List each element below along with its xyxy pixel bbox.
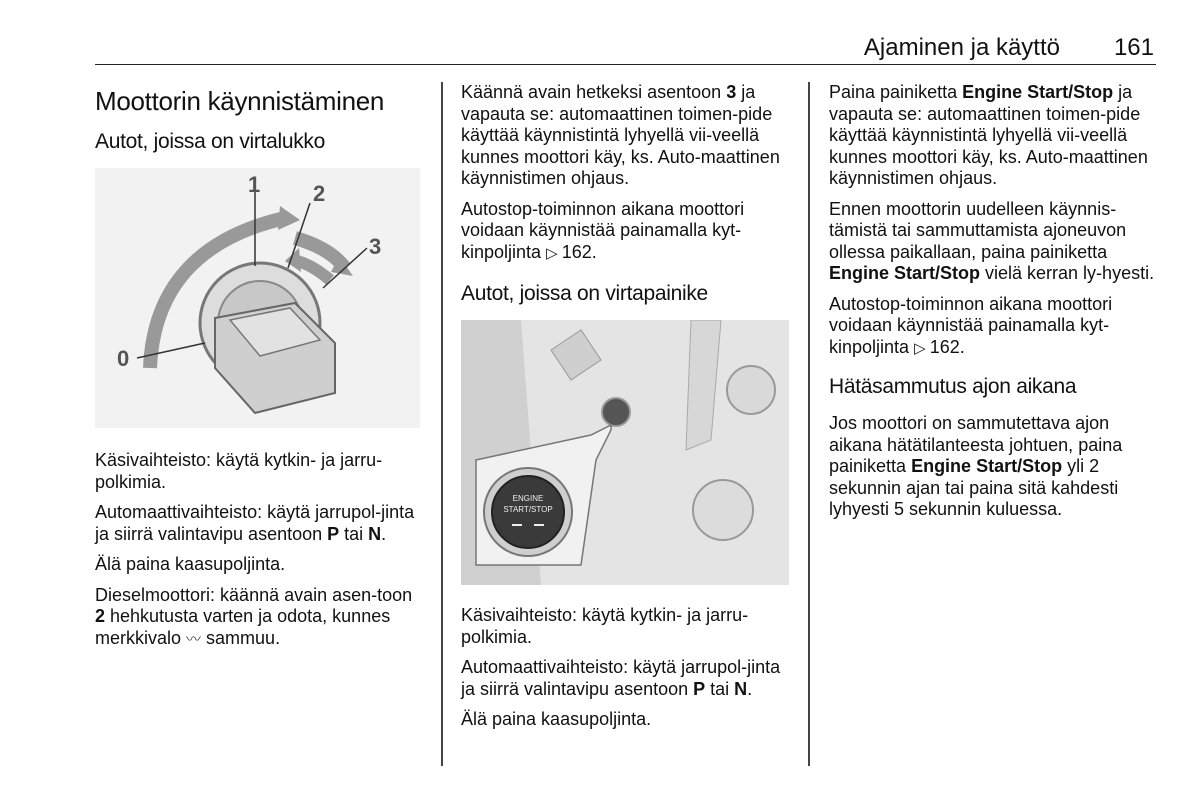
svg-text:START/STOP: START/STOP [503, 505, 553, 514]
subsection-heading: Autot, joissa on virtalukko [95, 130, 326, 153]
subsection-heading: Autot, joissa on virtapainike [461, 282, 708, 305]
paragraph: Ennen moottorin uudelleen käynnis-tämistä tai sammuttamista ajoneuvon ollessa paikallaan, paina painiketta Engine Start/Stop vielä kerran ly-hyesti. [829, 198, 1155, 283]
section-heading: Moottorin käynnistäminen [95, 86, 385, 116]
paragraph: Älä paina kaasupoljinta. [461, 709, 652, 729]
paragraph: Käsivaihteisto: käytä kytkin- ja jarru-polkimia. [461, 605, 749, 647]
paragraph: Paina painiketta Engine Start/Stop ja vapauta se: automaattinen toimen-pide käyttää käynnistintä lyhyellä vii-veellä kunnes moottori käy, ks. Auto-maattinen käynnistimen ohjaus. [829, 82, 1148, 188]
column-1 [95, 82, 420, 659]
page-reference-icon: ▷ [546, 244, 562, 262]
column-3 [829, 82, 1159, 530]
position-label-1: 1 [248, 172, 261, 197]
position-label-3: 3 [369, 234, 382, 259]
svg-text:ENGINE: ENGINE [512, 494, 544, 503]
paragraph: Älä paina kaasupoljinta. [95, 554, 286, 574]
paragraph: Autostop-toiminnon aikana moottori voidaan käynnistää painamalla kyt-kinpoljinta ▷ 162. [461, 198, 745, 262]
paragraph: Autostop-toiminnon aikana moottori voidaan käynnistää painamalla kyt-kinpoljinta ▷ 162. [829, 293, 1113, 357]
page-reference-icon: ▷ [914, 339, 930, 357]
page-number: 161 [1113, 34, 1154, 61]
start-stop-button-figure [461, 320, 789, 585]
position-label-0: 0 [117, 346, 130, 371]
paragraph: Dieselmoottori: käännä avain asen-toon 2 hehkutusta varten ja odota, kunnes merkkivalo 〰 sammuu. [95, 584, 413, 648]
paragraph: Automaattivaihteisto: käytä jarrupol-jinta ja siirrä valintavipu asentoon P tai N. [95, 502, 415, 544]
ignition-lock-figure [95, 168, 420, 428]
paragraph: Automaattivaihteisto: käytä jarrupol-jinta ja siirrä valintavipu asentoon P tai N. [461, 657, 781, 699]
section-title: Ajaminen ja käyttö [863, 34, 1060, 61]
column-divider [441, 82, 443, 766]
paragraph: Käsivaihteisto: käytä kytkin- ja jarru-polkimia. [95, 450, 383, 492]
column-divider [808, 82, 810, 766]
column-2 [461, 82, 791, 740]
glow-plug-icon: 〰 [186, 630, 202, 648]
paragraph: Käännä avain hetkeksi asentoon 3 ja vapauta se: automaattinen toimen-pide käyttää käynnistintä lyhyellä vii-veellä kunnes moottori käy, ks. Auto-maattinen käynnistimen ohjaus. [461, 82, 780, 188]
page-header [95, 32, 1156, 65]
paragraph: Jos moottori on sammutettava ajon aikana hätätilanteesta johtuen, paina painiketta Engine Start/Stop yli 2 sekunnin ajan tai paina sitä kahdesti lyhyesti 5 sekunnin kuluessa. [829, 413, 1123, 519]
position-label-2: 2 [313, 181, 326, 206]
subsection-heading: Hätäsammutus ajon aikana [829, 375, 1077, 398]
